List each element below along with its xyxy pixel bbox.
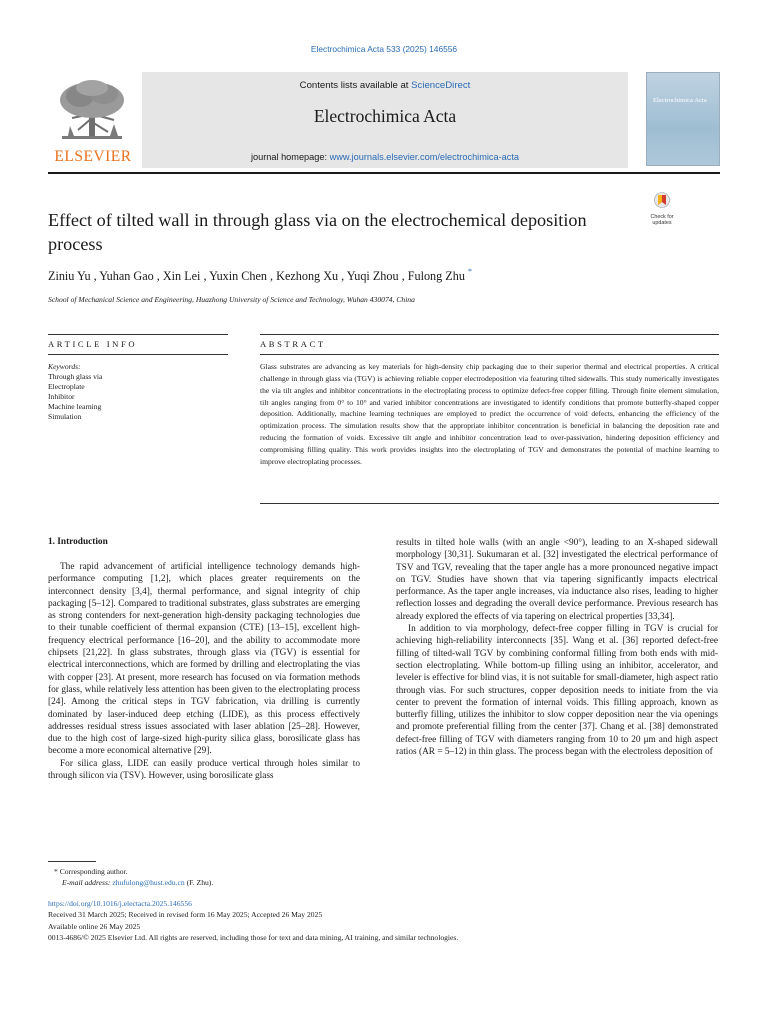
body-paragraph: results in tilted hole walls (with an angle <90°), leading to an X-shaped sidewall morphology [30,31]. Sukumaran et al. [32] investigated the electrical performance of TSV and TGV, revealing that the taper angle has a more pronounced negative impact on TGV. Studies have shown that via tapering significantly impacts electrical performance. As the taper angle increases, via inductance also rises, leading to higher reflection losses and degrading the overall device performance. Previous research has already explored the effects of via tapering on electrical properties [33,34]. bbox=[396, 538, 718, 622]
affiliation: School of Mechanical Science and Engineering, Huazhong University of Science and Technology, Wuhan 430074, China bbox=[48, 295, 415, 304]
received-dates: Received 31 March 2025; Received in revised form 16 May 2025; Accepted 26 May 2025 bbox=[48, 910, 323, 920]
abstract-bottom-rule bbox=[260, 354, 719, 355]
sciencedirect-link[interactable]: ScienceDirect bbox=[411, 80, 471, 91]
journal-homepage-link[interactable]: www.journals.elsevier.com/electrochimica-acta bbox=[329, 152, 520, 162]
masthead-rule bbox=[48, 172, 720, 174]
body-paragraph: In addition to via morphology, defect-free copper filling in TGV is crucial for achieving high-reliability interconnects [35]. Wang et al. [36] reported defect-free filling of tilted-wall TGV by combining conformal filling from both ends with mid-section electroplating. While bottom-up filling using an inhibitor, accelerator, and leveler is effective for blind vias, it is not suitable for small-diameter, high aspect ratio through vias. For such structures, copper deposition needs to initiate from the via center to prevent the formation of internal voids. This filling approach, known as butterfly filling, utilizes the inhibitor to slow copper deposition near the via openings and promote preferential filling from the center [37]. Chang et al. [38] demonstrated defect-free filling of TGV with diameters ranging from 10 to 20 μm and high aspect ratios (AR = 5–12) in thin glass. The process began with the electroless deposition of bbox=[396, 624, 718, 758]
email-note bbox=[48, 877, 728, 888]
article-info-heading: ARTICLE INFO bbox=[48, 339, 138, 349]
keyword-item: Simulation bbox=[48, 412, 82, 422]
body-paragraph: The rapid advancement of artificial intelligence technology demands high-performance computing [1,2], which places greater requirements on the interconnect density [3,4], thermal performance, and signal integrity of chip packaging [5–12]. Compared to traditional substrates, glass substrates are emerging as strong contenders for next-generation high-density packaging technologies due to their tunable coefficient of thermal expansion (CTE) [13–15], excellent high-frequency electrical performance [16–20], and the ability to accommodate more chipsets [21,22]. In glass substrates, through glass via (TGV) is essential for electrical interconnections, which are formed by drilling and electroplating the vias with copper [23]. At present, more research has focused on via formation methods for glass, while relatively less attention has been given to the electroplating process [24]. Among the critical steps in TGV fabrication, via drilling is currently dominated by laser-induced deep etching (LIDE), as this process effectively addresses residual stress issues associated with laser ablation [25–28]. However, due to the high cost of large-sized high-purity silica glass, borosilicate glass has become a more economical alternative [29]. bbox=[48, 562, 360, 757]
abstract-text: Glass substrates are advancing as key materials for high-density chip packaging due to their superior thermal and electrical properties. A critical challenge in through glass via (TGV) is achieving reliable copper electrodeposition via featuring tilted sidewalls. This study numerically investigates the via tilt angles and inhibitor concentrations in the electroplating process to optimize defect-free copper filling. Through finite element simulation, tilt angles ranging from 0° to 10° and varied inhibitor concentrations are investigated to identify conditions that promote butterfly-shaped copper deposition. Additionally, machine learning techniques are employed to predict the occurrence of void defects, enhancing the efficiency of the optimization process. The simulation results show that the appropriate inhibitor concentration is beneficial in balancing the deposition rate and reducing the formation of voids. Excessive tilt angle and inhibitor concentration lead to over-passivation, hindering deposition efficiency and compromising filling quality. This work provides insights into the electroplating of TGV and demonstrates the potential of machine learning to improve electroplating processes. bbox=[260, 362, 719, 466]
keyword-item: Through glass via bbox=[48, 372, 103, 382]
email-label: E-mail address: bbox=[62, 878, 113, 888]
crossmark-icon bbox=[654, 192, 670, 212]
article-info-bottom-rule bbox=[48, 354, 228, 355]
footnotes bbox=[48, 866, 728, 889]
doi-link[interactable]: https://doi.org/10.1016/j.electacta.2025.146556 bbox=[48, 899, 192, 908]
body-paragraph: For silica glass, LIDE can easily produce vertical through holes similar to through silicon via (TSV). However, using borosilicate glass bbox=[48, 758, 360, 782]
footnote-rule bbox=[48, 861, 96, 862]
abstract-end-rule bbox=[260, 503, 719, 504]
contents-line bbox=[142, 80, 628, 91]
elsevier-logo bbox=[48, 74, 138, 166]
crossmark-label: Check for updates bbox=[650, 214, 674, 226]
publication-info bbox=[48, 898, 728, 944]
homepage-line bbox=[142, 152, 628, 162]
copyright-notice: 0013-4686/© 2025 Elsevier Ltd. All rights are reserved, including those for text and data mining, AI training, and similar technologies. bbox=[48, 933, 459, 943]
keyword-item: Machine learning bbox=[48, 402, 102, 412]
authors-text: Ziniu Yu , Yuhan Gao , Xin Lei , Yuxin Chen , Kezhong Xu , Yuqi Zhou , Fulong Zhu bbox=[48, 269, 465, 283]
contents-prefix: Contents lists available at bbox=[299, 80, 412, 91]
journal-citation[interactable]: Electrochimica Acta 533 (2025) 146556 bbox=[310, 44, 458, 54]
keyword-item: Electroplate bbox=[48, 382, 85, 392]
homepage-prefix: journal homepage: bbox=[250, 152, 330, 162]
tree-icon bbox=[56, 78, 128, 142]
keywords-block bbox=[48, 362, 228, 423]
journal-name: Electrochimica Acta bbox=[313, 106, 457, 126]
body-column-right bbox=[396, 537, 718, 758]
publisher-wordmark: ELSEVIER bbox=[54, 148, 132, 165]
author-list bbox=[48, 267, 648, 284]
email-link[interactable]: zhufulong@hust.edu.cn bbox=[112, 878, 185, 888]
abstract-top-rule bbox=[260, 334, 719, 335]
keyword-item: Inhibitor bbox=[48, 392, 75, 402]
journal-cover-thumbnail[interactable] bbox=[646, 72, 720, 166]
article-title: Effect of tilted wall in through glass via on the electrochemical deposition process bbox=[48, 210, 587, 254]
cover-title: Electrochimica Acta bbox=[653, 97, 707, 104]
check-for-updates-badge[interactable] bbox=[646, 192, 678, 228]
corresponding-author-marker[interactable]: * bbox=[467, 267, 472, 276]
journal-masthead bbox=[142, 72, 628, 168]
article-info-top-rule bbox=[48, 334, 228, 335]
corresponding-author-note: * Corresponding author. bbox=[54, 867, 128, 876]
available-online: Available online 26 May 2025 bbox=[48, 921, 141, 931]
introduction-heading: 1. Introduction bbox=[48, 537, 108, 547]
email-suffix: (F. Zhu). bbox=[184, 878, 214, 888]
keywords-label: Keywords: bbox=[48, 362, 81, 371]
abstract-heading: ABSTRACT bbox=[260, 339, 326, 349]
body-column-left bbox=[48, 561, 360, 782]
